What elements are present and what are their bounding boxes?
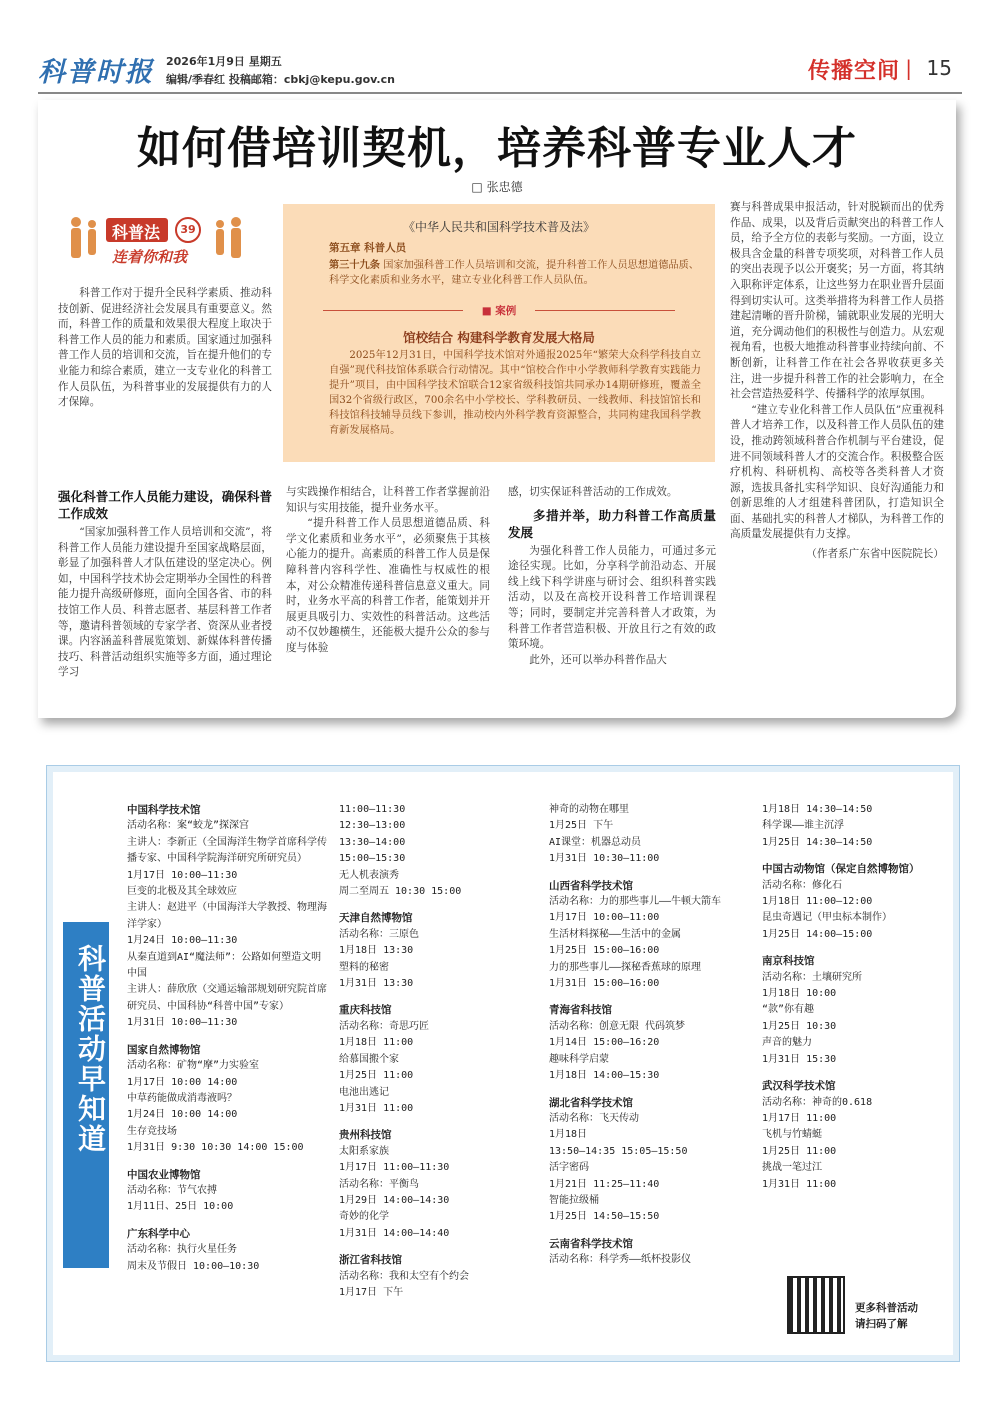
event-line: 活动名称：节气农搏 xyxy=(127,1184,217,1196)
events-panel xyxy=(46,765,960,1362)
qr-code-icon[interactable] xyxy=(787,1276,845,1334)
event-line: 1月31日 10:30—11:00 xyxy=(549,853,660,865)
event-line: 无人机表演秀 xyxy=(339,869,399,881)
logo-slogan: 连着你和我 xyxy=(112,248,188,266)
event-line: 生存竞技场 xyxy=(127,1125,177,1137)
issue-date: 2026年1月9日 星期五 xyxy=(166,55,282,68)
event-line: 1月18日 11:00 xyxy=(339,1037,414,1049)
subheading-2: 多措并举，助力科普工作高质量发展 xyxy=(508,507,716,540)
event-line: 1月31日 14:00—14:40 xyxy=(339,1227,450,1239)
event-line: 活动名称：修化石 xyxy=(762,879,842,891)
law-article: 第三十九条 国家加强科普工作人员培训和交流，提升科普工作人员思想道德品质、科学文化素质和业务水平，建立专业化科普工作人员队伍。 xyxy=(329,260,699,286)
author-note: （作者系广东省中医院院长） xyxy=(806,548,944,561)
event-line: 智能拉级桶 xyxy=(549,1194,599,1206)
event-line: 主讲人：李新正（全国海洋生物学首席科学传播专家、中国科学院海洋研究所研究员） xyxy=(127,836,327,865)
event-line: 从秦直道到AI“魔法师”：公路如何塑造文明中国 xyxy=(127,951,322,980)
venue-name: 浙江省科技馆 xyxy=(339,1254,402,1267)
case-title: 馆校结合 构建科学教育发展大格局 xyxy=(403,330,595,345)
event-line: 昆虫奇遇记（甲虫标本制作） xyxy=(762,912,892,924)
event-line: 趣味科学启蒙 xyxy=(549,1053,609,1065)
logo-number: 39 xyxy=(180,223,196,236)
event-line: 活动名称：飞天传动 xyxy=(549,1112,639,1124)
event-line: 1月18日 13:30 xyxy=(339,945,414,957)
event-line: 1月17日 10:00—11:30 xyxy=(127,869,238,881)
subheading-1: 强化科普工作人员能力建设，确保科普工作成效 xyxy=(58,489,272,521)
event-line: 科学课——谁主沉浮 xyxy=(762,820,845,832)
event-line: 1月25日 14:00—15:00 xyxy=(762,928,873,940)
event-line: 1月25日 10:30 xyxy=(762,1020,837,1032)
event-line: 声音的魅力 xyxy=(762,1037,812,1049)
venue-name: 广东科学中心 xyxy=(127,1227,190,1240)
venue-name: 重庆科技馆 xyxy=(339,1004,392,1017)
event-line: 1月25日 15:00—16:00 xyxy=(549,945,660,957)
event-line: 1月18日 14:00—15:30 xyxy=(549,1070,660,1082)
page-header xyxy=(38,50,962,94)
venue-name: 贵州科技馆 xyxy=(339,1129,392,1142)
case-tag: ■ 案例 xyxy=(463,303,535,318)
venue-name: 云南省科学技术馆 xyxy=(549,1237,633,1250)
event-line: 电池出逃记 xyxy=(339,1086,389,1098)
event-line: 1月31日 10:00—11:30 xyxy=(127,1017,238,1029)
event-line: 神奇的动物在哪里 xyxy=(549,804,629,815)
event-line: 1月31日 15:00—16:00 xyxy=(549,978,660,990)
logo-title: 科普法 xyxy=(112,223,161,242)
case-body: 2025年12月31日，中国科学技术馆对外通报2025年“繁荣大众科学科技自立自强”现代科技馆体系联合行动情况。其中“馆校合作中小学教师科学教育实践能力提升”项目，由中国科学技术馆联合12家省级科技馆共同承办14期研修班，覆盖全国32个省级行政区，700余名中小学校长、学科教研员、一线教师、科技馆馆长和科技馆科技辅导员线下参训，推动校内外科学教育资源整合，共同构建我国科学教育新发展格局。 xyxy=(329,350,701,436)
event-line: 1月25日 下午 xyxy=(549,820,614,832)
article-headline: 如何借培训契机，培养科普专业人才 xyxy=(137,123,857,174)
page-number: 15 xyxy=(926,56,952,80)
event-line: 塑料的秘密 xyxy=(339,961,389,973)
event-line: 活动名称：神奇的0.618 xyxy=(762,1096,873,1108)
event-line: 活动名称：矿物“摩”力实验室 xyxy=(127,1060,260,1072)
event-line: 主讲人：薛欣欣（交通运输部规划研究院首席研究员、中国科协“科普中国”专家） xyxy=(127,984,327,1012)
event-line: 1月11日、25日 10:00 xyxy=(127,1201,234,1213)
article-byline: □ 张忠德 xyxy=(471,180,523,194)
event-line: 给慕国搬个家 xyxy=(339,1053,399,1065)
event-line: 巨变的北极及其全球效应 xyxy=(127,886,237,898)
event-line: 活动名称：案“蛟龙”探深宫 xyxy=(127,820,250,832)
event-line: 1月24日 10:00 14:00 xyxy=(127,1109,238,1121)
editor-contact: 编辑/季春红 投稿邮箱：cbkj@kepu.gov.cn xyxy=(166,73,395,86)
venue-name: 南京科技馆 xyxy=(762,955,815,968)
event-line: 飞机与竹蜻蜓 xyxy=(762,1129,822,1141)
event-line: 活字密码 xyxy=(549,1162,589,1174)
event-line: 1月24日 10:00—11:30 xyxy=(127,935,238,947)
venue-name: 武汉科学技术馆 xyxy=(762,1080,836,1093)
event-line: 活动名称：力的那些事儿——牛顿大箭车 xyxy=(549,896,722,908)
venue-name: 中国科学技术馆 xyxy=(127,804,201,816)
event-line: 奇妙的化学 xyxy=(339,1211,389,1223)
events-column-2 xyxy=(339,802,539,1301)
newspaper-logo: 科普时报 xyxy=(38,57,154,88)
event-line: 1月31日 11:00 xyxy=(762,1178,837,1190)
event-line: 主讲人：赵进平（中国海洋大学教授、物理海洋学家） xyxy=(127,902,327,930)
event-line: 1月31日 9:30 10:30 14:00 15:00 xyxy=(127,1142,304,1154)
events-column-4 xyxy=(762,802,962,1193)
event-line: 13:50—14:35 15:05—15:50 xyxy=(549,1145,688,1157)
events-banner: 科普活动早知道 xyxy=(63,922,109,1268)
article-column-1: 强化科普工作人员能力建设，确保科普工作成效 “国家加强科普工作人员培训和交流”，将科普工作人员能力建设提升至国家战略层面，彰显了加强科普人才队伍建设的坚定决心。例如，中国科学技术协会定期举办全国性的科普能力提升高级研修班，面向全国各省、市的科技馆工作人员、科普志愿者、基层科普工作者等，邀请科普领域的专家学者、资深从业者授课。内容涵盖科普展览策划、新媒体科普传播技巧、科普活动组织实施等多方面，通过理论学习 xyxy=(58,489,272,679)
law-excerpt-box xyxy=(283,204,715,462)
event-line: 1月25日 14:30—14:50 xyxy=(762,836,873,848)
event-line: 太阳系家族 xyxy=(339,1145,389,1157)
event-line: 1月17日 11:00 xyxy=(762,1112,837,1124)
event-line: 活动名称：创意无限 代码筑梦 xyxy=(549,1020,686,1032)
venue-name: 天津自然博物馆 xyxy=(339,912,413,925)
event-line: 中草药能做成消毒液吗？ xyxy=(127,1092,237,1104)
event-line: 15:00—15:30 xyxy=(339,853,406,865)
event-line: 活动名称：三原色 xyxy=(339,928,419,940)
event-line: 活动名称：平衡鸟 xyxy=(339,1178,419,1190)
event-line: 活动名称：我和太空有个约会 xyxy=(339,1270,469,1282)
event-line: 1月31日 13:30 xyxy=(339,978,414,990)
event-line: 1月21日 11:25—11:40 xyxy=(549,1178,660,1190)
event-line: 1月18日 10:00 xyxy=(762,988,837,1000)
article-column-2: 与实践操作相结合，让科普工作者掌握前沿知识与实用技能，提升业务水平。 “提升科普工作人员思想道德品质、科学文化素质和业务水平”，必须聚焦于其核心能力的提升。高素质的科普工作人员是保障科普内容科学性、准确性与权威性的根本，对公众精准传递科普信息意义重大。同时，业务水平高的科普工作者，能策划并开展更具吸引力、实效性的科普活动。这些活动不仅妙趣横生，还能极大提升公众的参与度与体验 xyxy=(286,486,490,654)
event-line: 活动名称：奇思巧匠 xyxy=(339,1020,429,1032)
venue-name: 中国古动物馆（保定自然博物馆） xyxy=(762,863,920,876)
event-line: 1月17日 10:00 14:00 xyxy=(127,1076,238,1088)
events-column-1 xyxy=(127,802,327,1275)
event-line: 力的那些事儿——探秘香蕉球的原理 xyxy=(549,961,702,973)
column-logo xyxy=(66,212,246,270)
header-separator: | xyxy=(905,56,912,80)
venue-name: 湖北省科学技术馆 xyxy=(549,1096,633,1109)
qr-caption: 更多科普活动 请扫码了解 xyxy=(855,1302,918,1330)
event-line: 1月31日 15:30 xyxy=(762,1053,837,1065)
venue-name: 中国农业博物馆 xyxy=(127,1168,201,1181)
section-title: 传播空间 xyxy=(807,59,900,84)
events-column-3 xyxy=(549,802,749,1269)
event-line: 1月17日 下午 xyxy=(339,1286,404,1298)
event-line: 挑战一笔过江 xyxy=(762,1162,822,1174)
event-line: 1月31日 11:00 xyxy=(339,1102,414,1114)
event-line: 活动名称：土壤研究所 xyxy=(762,971,862,983)
event-line: 12:30—13:00 xyxy=(339,820,406,832)
event-line: 周二至周五 10:30 15:00 xyxy=(339,886,462,898)
venue-name: 国家自然博物馆 xyxy=(127,1043,201,1056)
article-column-1-intro: 科普工作对于提升全民科学素质、推动科技创新、促进经济社会发展具有重要意义。然而，科普工作的质量和效果很大程度上取决于科普工作人员的能力和素质。国家通过加强科普工作人员的培训和交流，旨在提升他们的专业能力和综合素质，建立一支专业化的科普工作人员队伍，为科普事业的发展提供有力的人才保障。 xyxy=(58,287,272,409)
event-line: 生活材料探秘——生活中的金属 xyxy=(549,928,682,940)
event-line: 1月14日 15:00—16:20 xyxy=(549,1037,660,1049)
law-title: 《中华人民共和国科学技术普及法》 xyxy=(402,220,595,234)
event-line: 1月17日 11:00—11:30 xyxy=(339,1162,450,1174)
event-line: 周末及节假日 10:00—10:30 xyxy=(127,1260,260,1272)
event-line: AI课堂：机器总动员 xyxy=(549,836,642,848)
event-line: 1月29日 14:00—14:30 xyxy=(339,1194,450,1206)
event-line: 1月25日 14:50—15:50 xyxy=(549,1211,660,1223)
event-line: 1月18日 11:00—12:00 xyxy=(762,896,873,908)
event-line: 1月18日 xyxy=(549,1129,588,1141)
event-line: 13:30—14:00 xyxy=(339,836,406,848)
event-line: 11:00—11:30 xyxy=(339,804,406,815)
event-line: 1月25日 11:00 xyxy=(762,1145,837,1157)
event-line: 1月18日 14:30—14:50 xyxy=(762,804,873,815)
event-line: 1月17日 10:00—11:00 xyxy=(549,912,660,924)
event-line: 活动名称：执行火星任务 xyxy=(127,1244,237,1256)
event-line: 活动名称：科学秀——纸杯投影仪 xyxy=(549,1254,692,1266)
venue-name: 山西省科学技术馆 xyxy=(549,879,633,892)
article-column-3: 感，切实保证科普活动的工作成效。 多措并举，助力科普工作高质量发展 为强化科普工作人员能力，可通过多元途径实现。比如，分享科学前沿动态、开展线上线下科学讲座与研讨会、组织科普实践活动，以及在高校开设科普工作培训课程等；同时，要制定并完善科普人才政策，为科普工作者营造积极、开放且行之有效的政策环境。 此外，还可以举办科普作品大 xyxy=(508,486,716,666)
event-line: 1月25日 11:00 xyxy=(339,1070,414,1082)
main-article xyxy=(38,100,956,718)
event-line: “款”你有趣 xyxy=(762,1004,815,1016)
article-column-4: 赛与科普成果申报活动，针对脱颖而出的优秀作品、成果，以及背后贡献突出的科普工作人员，给予全方位的表彰与奖励。一方面，设立极具含金量的科普专项奖项，对科普工作人员的突出表现予以公开褒奖；另一方面，将其纳入职称评定体系，让这些努力在职业晋升层面得到切实认可。这类举措将为科普工作人员搭建起清晰的晋升阶梯，铺就职业发展的光明大道，充分调动他们的积极性与创造力。从宏观视角看，也极大地推动科普事业持续向前、不断创新，让科普工作在社会各界收获更多关注，进一步提升科普工作的社会影响力，在全社会营造热爱科学、传播科学的浓厚氛围。 “建立专业化科普工作人员队伍”应重视科普人才培养工作，以及科普工作人员队伍的建设，推动跨领域科普合作机制与平台建设，促进不同领域科普人才的交流合作。积极整合医疗机构、科研机构、高校等各类科普人才资源，选拔具备扎实科学知识、良好沟通能力和创新思维的人才组建科普团队，打造知识全面、基础扎实的科普人才梯队，为科普工作的高质量发展提供有力支撑。 （作者系广东省中医院院长） xyxy=(730,200,944,563)
venue-name: 青海省科技馆 xyxy=(549,1004,612,1017)
law-chapter: 第五章 科普人员 xyxy=(329,242,407,254)
